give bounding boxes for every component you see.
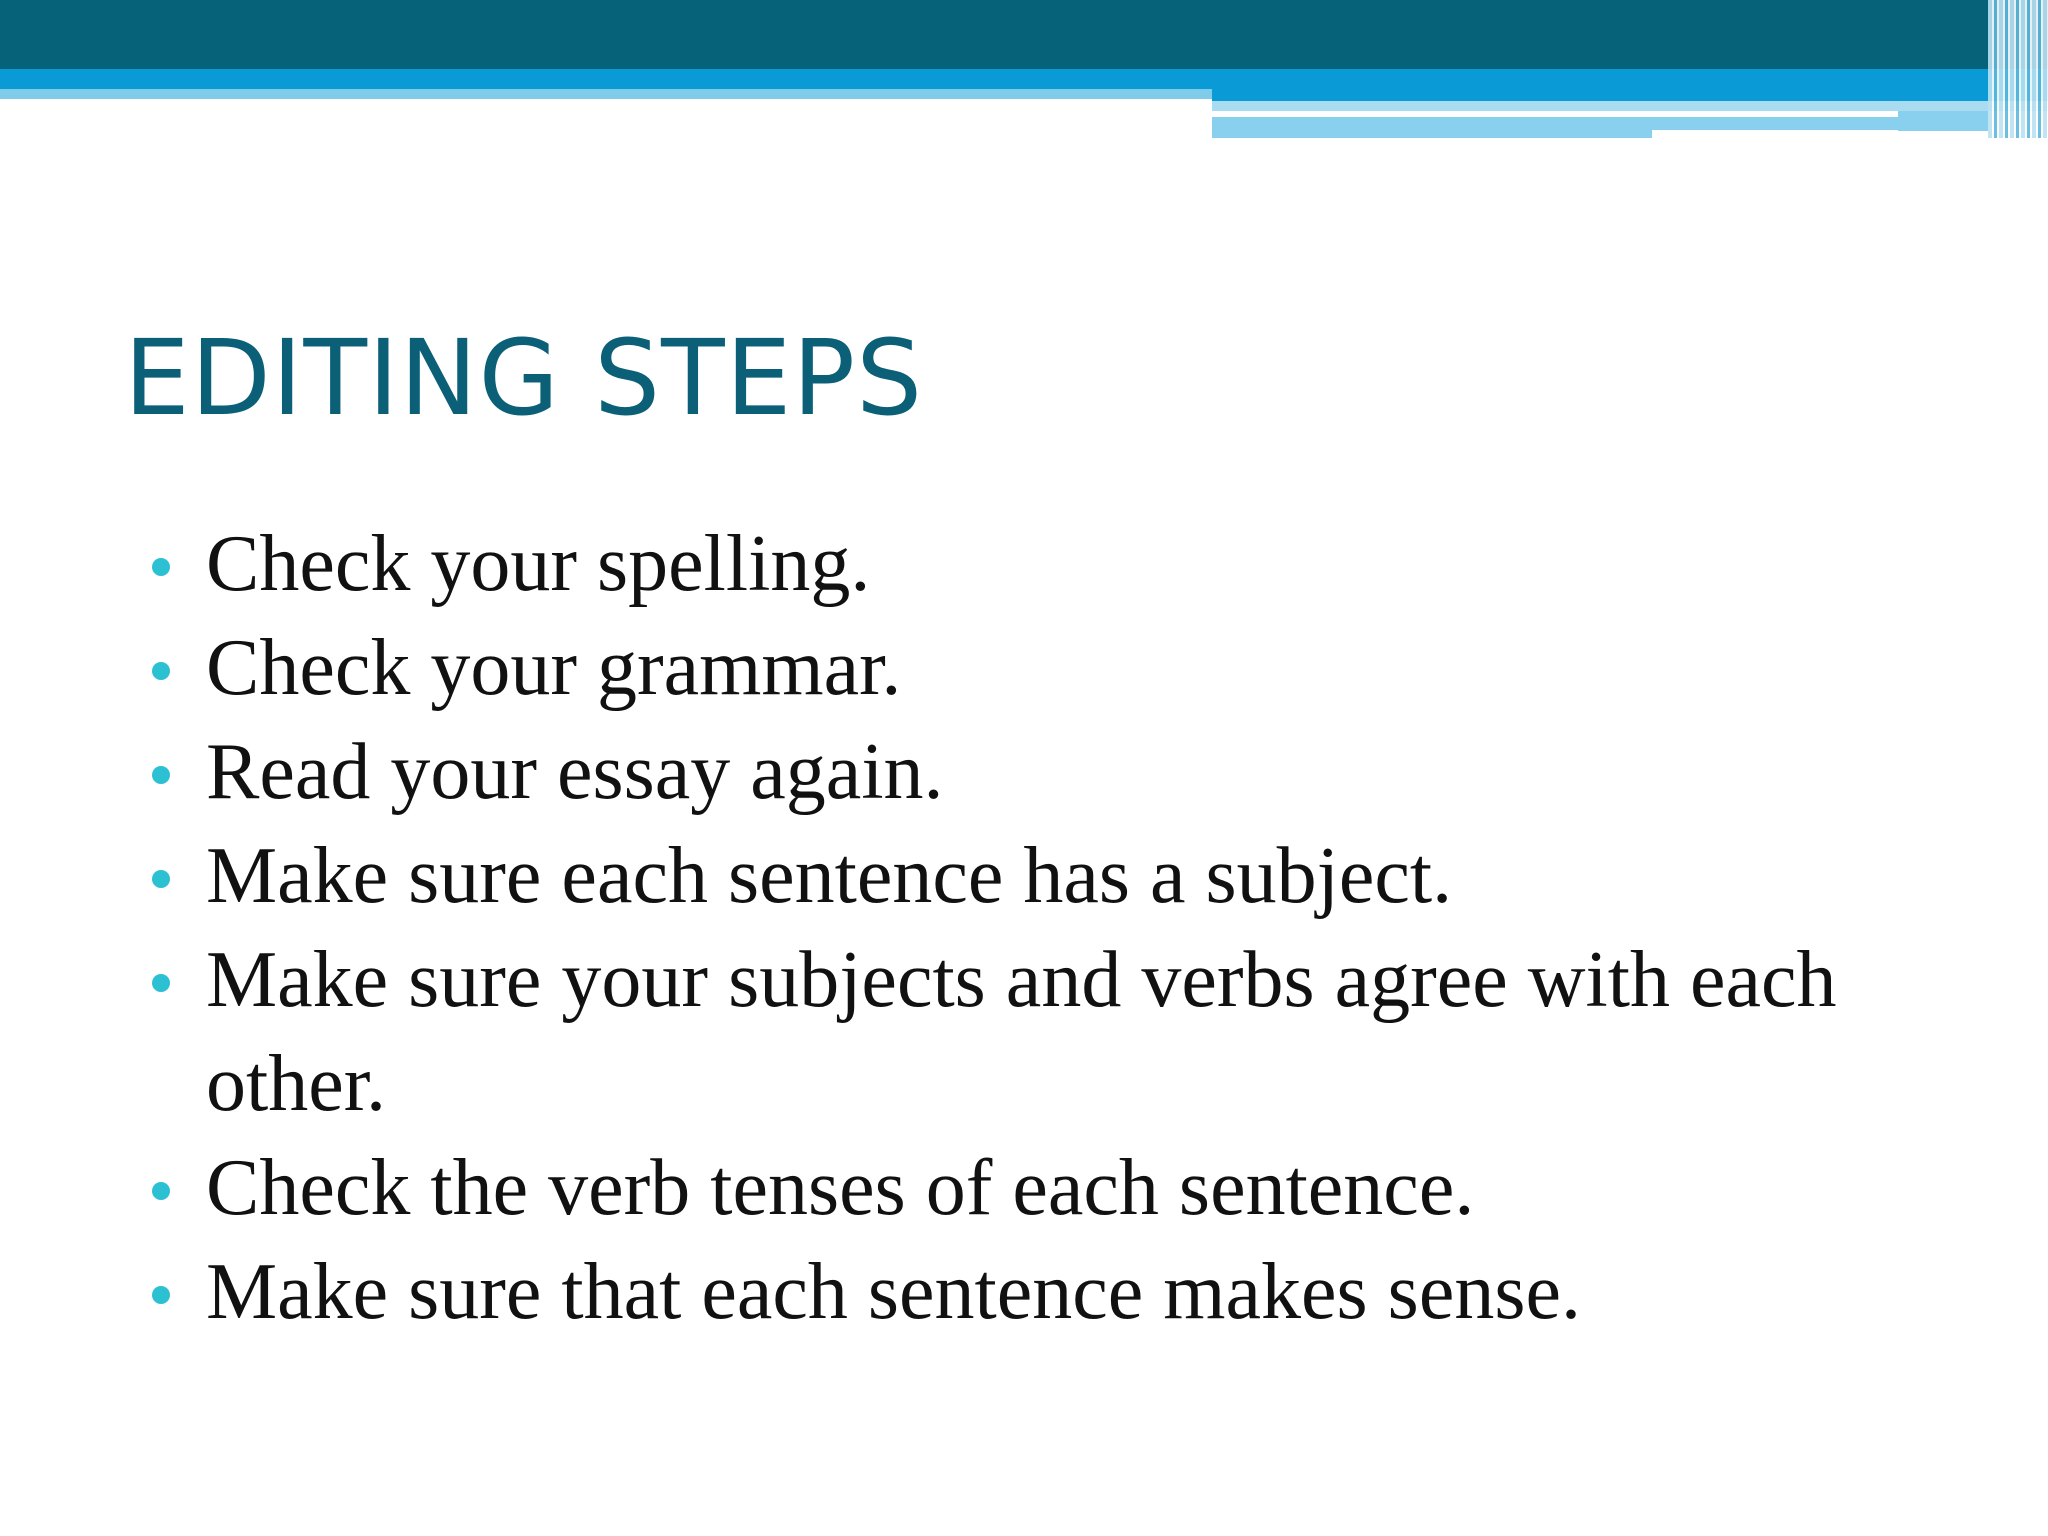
bullet-text: Read your essay again. <box>206 728 944 816</box>
bullet-text: Make sure that each sentence makes sense. <box>206 1248 1581 1336</box>
bullet-list <box>148 512 1948 1344</box>
header-banner-light-right <box>1212 89 2048 101</box>
header-banner-pale-block-2 <box>1652 117 1898 130</box>
bullet-text: Make sure your subjects and verbs agree with each other. <box>206 936 1837 1128</box>
bullet-dot-icon <box>152 870 170 888</box>
header-banner-pale-strip <box>1212 101 2048 111</box>
header-banner-light-left <box>0 89 1212 99</box>
bullet-item <box>148 1136 1948 1240</box>
header-banner-accent <box>0 69 2048 89</box>
bullet-item <box>148 512 1948 616</box>
header-banner-dark <box>0 0 2048 69</box>
bullet-item <box>148 720 1948 824</box>
bullet-item <box>148 616 1948 720</box>
bullet-item <box>148 928 1948 1136</box>
bullet-dot-icon <box>152 558 170 576</box>
bullet-dot-icon <box>152 662 170 680</box>
bullet-text: Check the verb tenses of each sentence. <box>206 1144 1475 1232</box>
bullet-text: Make sure each sentence has a subject. <box>206 832 1453 920</box>
header-edge-stripes <box>1988 0 2048 138</box>
bullet-text: Check your grammar. <box>206 624 902 712</box>
header-banner-pale-block <box>1212 117 1652 138</box>
bullet-dot-icon <box>152 1182 170 1200</box>
bullet-item <box>148 824 1948 928</box>
header-banner-pale-block-3 <box>1898 111 1988 131</box>
bullet-dot-icon <box>152 1286 170 1304</box>
bullet-dot-icon <box>152 766 170 784</box>
slide-title: EDITING STEPS <box>124 317 924 439</box>
bullet-text: Check your spelling. <box>206 520 871 608</box>
bullet-dot-icon <box>152 974 170 992</box>
bullet-item <box>148 1240 1948 1344</box>
